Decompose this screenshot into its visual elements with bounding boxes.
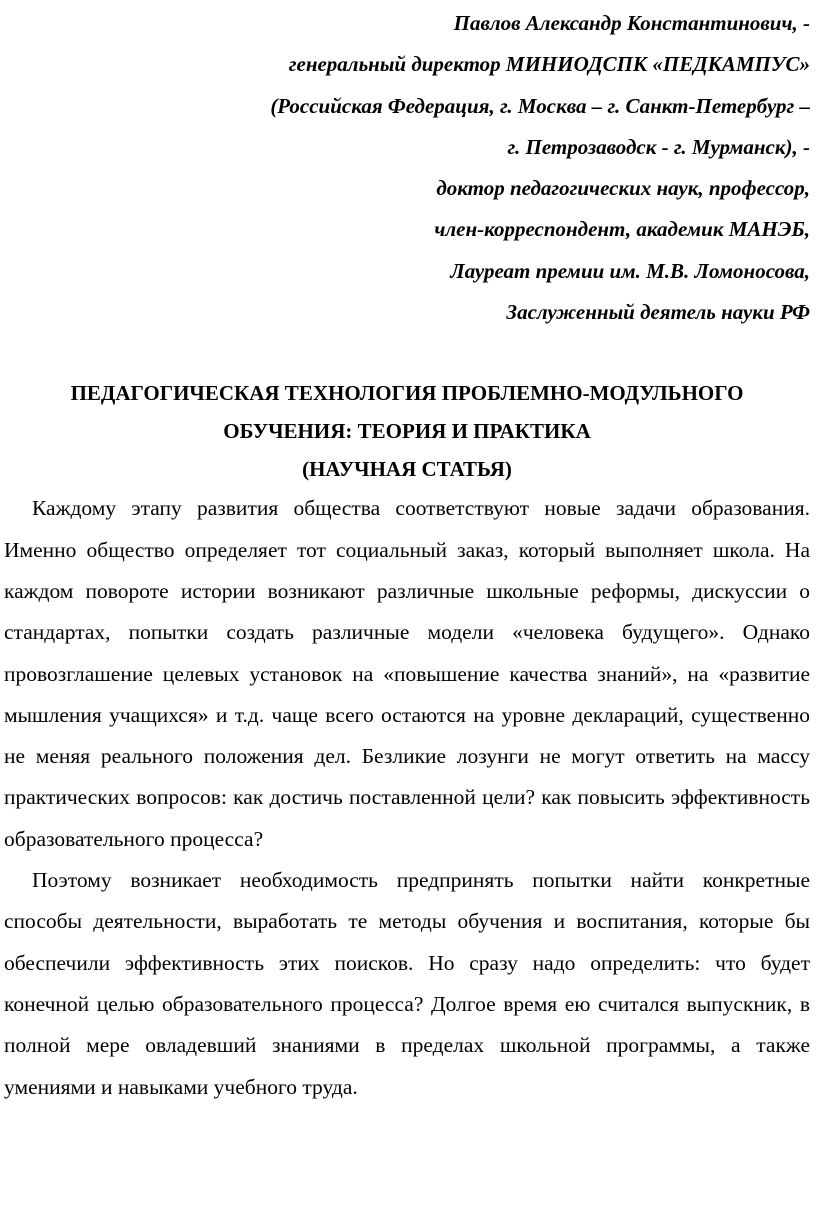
paragraph-2: Поэтому возникает необходимость предпринять попытки найти конкретные способы деятельности, выработать те методы обучения и воспитания, которые бы обеспечили эффективность этих поисков. Но сразу надо определить: что будет конечной целью образовательного процесса? Долгое время ею считался выпускник, в полной мере овладевший знаниями в пределах школьной программы, а также умениями и навыками учебного труда. — [4, 868, 810, 1099]
author-degree: доктор педагогических наук, профессор, — [436, 176, 810, 201]
article-body — [4, 488, 810, 1107]
author-position: генеральный директор МИНИОДСПК «ПЕДКАМПУС» — [288, 52, 810, 77]
paragraph-1: Каждому этапу развития общества соответствуют новые задачи образования. Именно общество определяет тот социальный заказ, который выполняет школа. На каждом повороте истории возникают различные школьные реформы, дискуссии о стандартах, попытки создать различные модели «человека будущего». Однако провозглашение целевых установок на «повышение качества знаний», на «развитие мышления учащихся» и т.д. чаще всего остаются на уровне деклараций, существенно не меняя реального положения дел. Безликие лозунги не могут ответить на массу практических вопросов: как достичь поставленной цели? как повысить эффективность образовательного процесса? — [4, 496, 810, 851]
title-line-2: ОБУЧЕНИЯ: ТЕОРИЯ И ПРАКТИКА — [223, 419, 591, 444]
article-title — [4, 374, 810, 488]
author-award: Лауреат премии им. М.В. Ломоносова, — [450, 258, 810, 283]
title-line-3: (НАУЧНАЯ СТАТЬЯ) — [302, 457, 512, 482]
author-honor: Заслуженный деятель науки РФ — [506, 300, 810, 325]
title-line-1: ПЕДАГОГИЧЕСКАЯ ТЕХНОЛОГИЯ ПРОБЛЕМНО-МОДУЛЬНОГО — [70, 381, 744, 406]
author-location: (Российская Федерация, г. Москва – г. Санкт-Петербург – — [270, 93, 810, 118]
author-info — [4, 3, 810, 333]
author-location-cont: г. Петрозаводск - г. Мурманск), - — [507, 134, 810, 159]
author-name: Павлов Александр Константинович, - — [453, 11, 810, 35]
author-membership: член-корреспондент, академик МАНЭБ, — [434, 217, 810, 242]
